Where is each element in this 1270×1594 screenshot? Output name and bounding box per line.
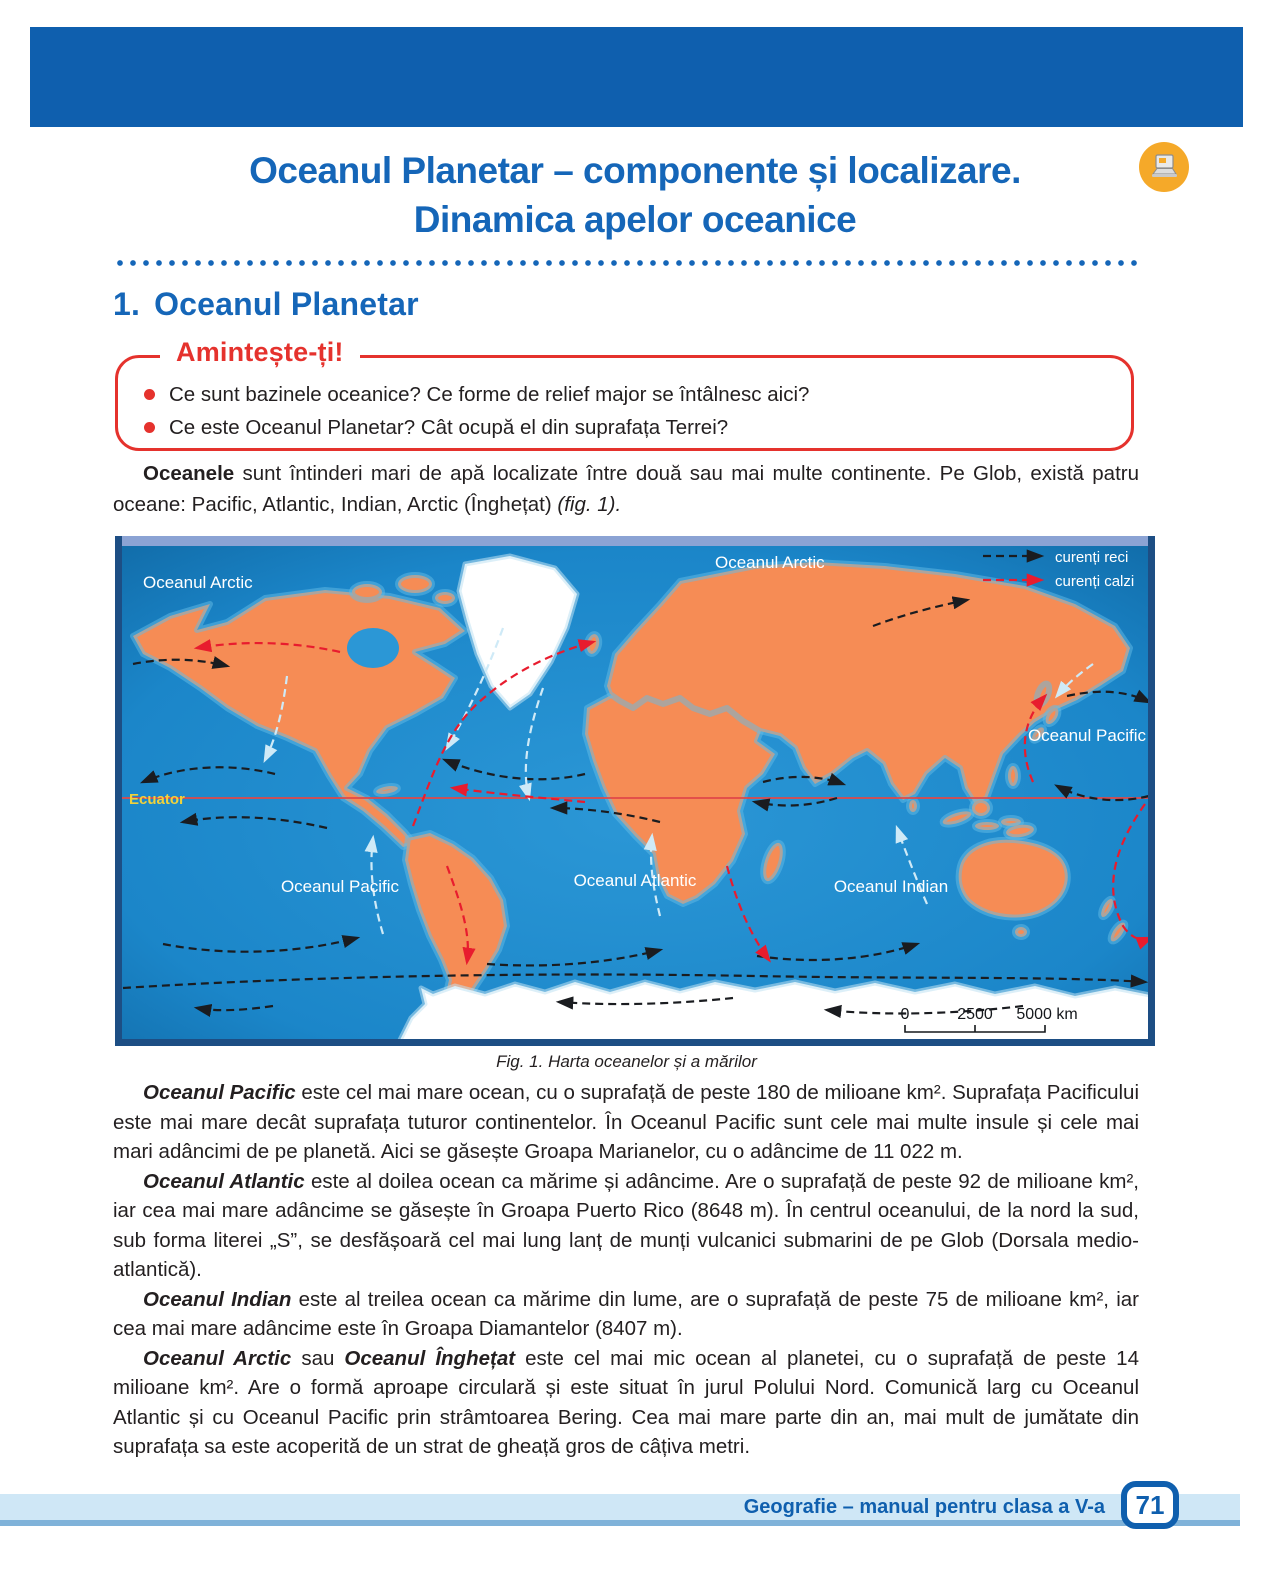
label-oceanul-arctic-left: Oceanul Arctic xyxy=(143,573,253,592)
map-frame-right xyxy=(1148,536,1155,1046)
bullet-icon xyxy=(144,389,155,400)
remember-box xyxy=(115,337,1134,451)
paragraph-lead: Oceanul Arctic xyxy=(143,1346,292,1370)
label-oceanul-arctic-top: Oceanul Arctic xyxy=(715,553,825,572)
remember-items xyxy=(118,378,1131,444)
section-title: Oceanul Planetar xyxy=(154,286,419,322)
page-number-badge: 71 xyxy=(1121,1481,1179,1529)
paragraph-atlantic: Oceanul Atlantic este al doilea ocean ca mărime și adâncime. Are o suprafață de peste 92 de milioane km², iar cea mai mare adâncime se găsește în Groapa Puerto Rico (8648 m). În centrul oceanului, de la nord la sud, sub forma literei „S”, se desfășoară cel mai lung lanț de munți vulcanici submarini de pe Glob (Dorsala medio-atlantică). xyxy=(113,1169,1139,1281)
list-item xyxy=(144,378,1131,411)
label-oceanul-pacific-south: Oceanul Pacific xyxy=(280,877,400,896)
world-ocean-map xyxy=(115,536,1155,1046)
label-oceanul-indian: Oceanul Indian xyxy=(833,877,949,896)
hudson-bay xyxy=(347,628,399,668)
map-frame-top xyxy=(115,536,1155,546)
page-title xyxy=(135,146,1135,244)
section-heading xyxy=(113,286,419,323)
paragraph-indian: Oceanul Indian este al treilea ocean ca mărime din lume, are o suprafață de peste 75 de milioane km², iar cea mai mare adâncime este în Groapa Diamantelor (8407 m). xyxy=(113,1287,1139,1340)
paragraph-lead: Oceanul Înghețat xyxy=(344,1346,516,1370)
scale-2500: 2500 xyxy=(957,1006,993,1023)
figure-reference: (fig. 1). xyxy=(557,493,622,516)
paragraph-arctic: Oceanul Arctic sau Oceanul Înghețat este cel mai mic ocean al planetei, cu o suprafață de peste 14 milioane km². Are o formă aproape circulară și este situat în jurul Polului Nord. Comunică larg cu Oceanul Atlantic și cu Oceanul Pacific prin strâmtoarea Bering. Cea mai mare parte din an, mai mult de jumătate din suprafața sa este acoperită de un strat de gheață gros de câțiva metri. xyxy=(113,1346,1139,1458)
equator-label: Ecuator xyxy=(129,791,185,808)
remember-item-text: Ce este Oceanul Planetar? Cât ocupă el din suprafața Terrei? xyxy=(169,416,729,439)
paragraph-lead: Oceanul Indian xyxy=(143,1287,292,1311)
paragraph-lead: Oceanul Pacific xyxy=(143,1081,296,1104)
legend-cold-label: curenți reci xyxy=(1055,549,1129,566)
map-frame-bottom xyxy=(115,1039,1155,1046)
map-frame-left xyxy=(115,536,122,1046)
page-title-line2: Dinamica apelor oceanice xyxy=(413,199,857,240)
section-number: 1. xyxy=(113,286,141,322)
paragraph-lead: Oceanul Atlantic xyxy=(143,1169,305,1193)
label-oceanul-pacific-north: Oceanul Pacific xyxy=(1027,726,1147,745)
remember-item-text: Ce sunt bazinele oceanice? Ce forme de relief major se întâlnesc aici? xyxy=(169,383,810,406)
bullet-icon xyxy=(144,422,155,433)
footer-rule xyxy=(0,1520,1240,1526)
paragraph-pacific: Oceanul Pacific este cel mai mare ocean, cu o suprafață de peste 180 de milioane km². Suprafața Pacificului este mai mare decât suprafața tuturor continentelor. În Oceanul Pacific sunt cele mai multe insule și cele mai mari adâncimi de pe planetă. Aici se găsește Groapa Marianelor, cu o adâncime de 11 022 m. xyxy=(113,1081,1139,1163)
scale-5000: 5000 km xyxy=(1016,1006,1078,1023)
list-item xyxy=(144,411,1131,444)
footer-book-title: Geografie – manual pentru clasa a V-a xyxy=(743,1496,1105,1518)
page-title-line1: Oceanul Planetar – componente și localizare. xyxy=(249,150,1021,191)
intro-lead: Oceanele xyxy=(143,462,235,485)
scale-0: 0 xyxy=(900,1006,910,1023)
figure-caption: Fig. 1. Harta oceanelor și a mărilor xyxy=(496,1052,757,1071)
label-oceanul-atlantic: Oceanul Atlantic xyxy=(573,871,697,890)
remember-box-title: Amintește-ți! xyxy=(160,337,360,368)
legend-warm-label: curenți calzi xyxy=(1055,573,1135,590)
intro-paragraph: Oceanele sunt întinderi mari de apă localizate între două sau mai multe continente. Pe Glob, există patru oceane: Pacific, Atlantic, Indian, Arctic (Înghețat) (fig. 1). xyxy=(113,462,1139,516)
dotted-divider xyxy=(115,258,1138,268)
computer-icon xyxy=(1139,142,1189,192)
body-text xyxy=(113,1078,1139,1462)
header-bar xyxy=(30,27,1243,127)
